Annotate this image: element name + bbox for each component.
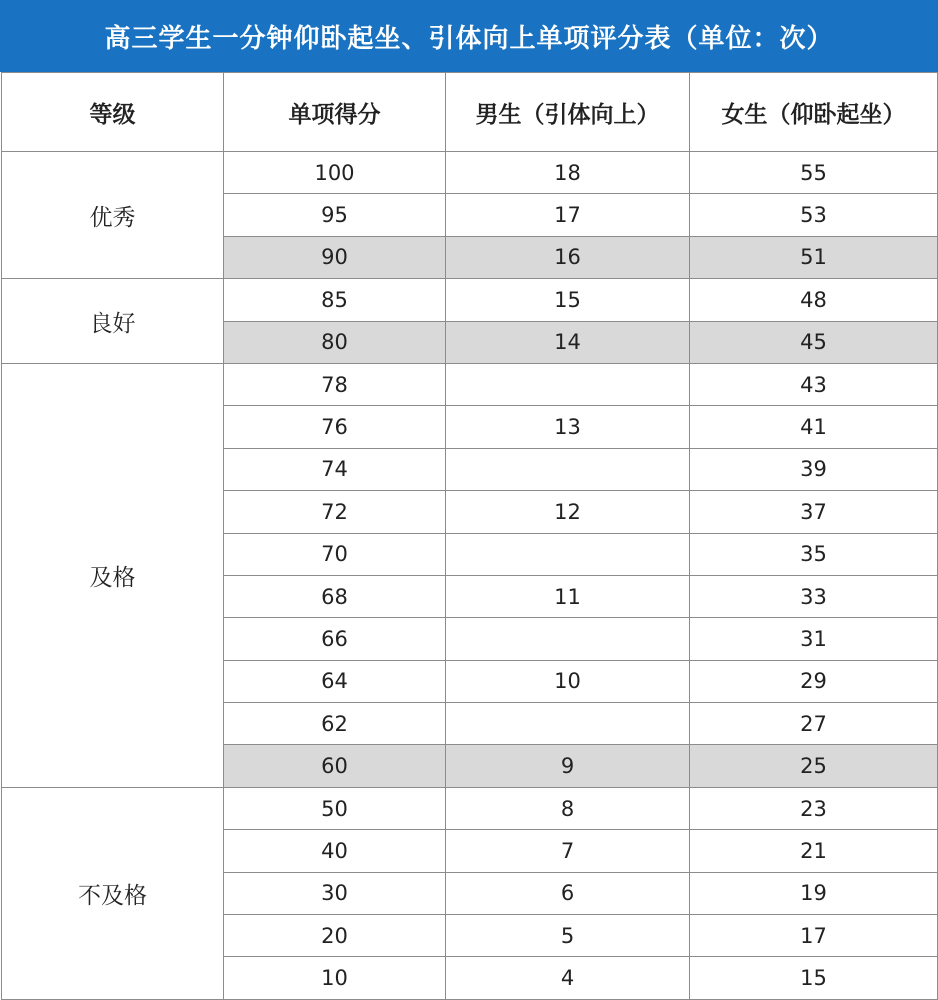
female-cell: 21 bbox=[690, 830, 938, 872]
table-row bbox=[2, 787, 938, 829]
score-cell: 40 bbox=[224, 830, 446, 872]
female-cell: 37 bbox=[690, 491, 938, 533]
male-cell bbox=[446, 533, 690, 575]
female-cell: 35 bbox=[690, 533, 938, 575]
male-cell: 10 bbox=[446, 660, 690, 702]
male-cell: 5 bbox=[446, 915, 690, 957]
score-cell: 60 bbox=[224, 745, 446, 787]
score-cell: 76 bbox=[224, 406, 446, 448]
male-cell: 18 bbox=[446, 152, 690, 194]
male-cell: 6 bbox=[446, 872, 690, 914]
female-cell: 33 bbox=[690, 575, 938, 617]
score-cell: 68 bbox=[224, 575, 446, 617]
score-cell: 62 bbox=[224, 703, 446, 745]
header-score: 单项得分 bbox=[224, 73, 446, 152]
female-cell: 27 bbox=[690, 703, 938, 745]
female-cell: 15 bbox=[690, 957, 938, 999]
female-cell: 29 bbox=[690, 660, 938, 702]
female-cell: 55 bbox=[690, 152, 938, 194]
header-male: 男生（引体向上） bbox=[446, 73, 690, 152]
male-cell: 13 bbox=[446, 406, 690, 448]
score-cell: 66 bbox=[224, 618, 446, 660]
score-cell: 85 bbox=[224, 279, 446, 321]
male-cell: 4 bbox=[446, 957, 690, 999]
score-cell: 72 bbox=[224, 491, 446, 533]
header-row bbox=[2, 73, 938, 152]
male-cell: 11 bbox=[446, 575, 690, 617]
score-cell: 50 bbox=[224, 787, 446, 829]
female-cell: 17 bbox=[690, 915, 938, 957]
score-table bbox=[1, 72, 938, 1000]
male-cell bbox=[446, 703, 690, 745]
score-cell: 74 bbox=[224, 448, 446, 490]
score-cell: 10 bbox=[224, 957, 446, 999]
score-cell: 80 bbox=[224, 321, 446, 363]
header-female: 女生（仰卧起坐） bbox=[690, 73, 938, 152]
female-cell: 53 bbox=[690, 194, 938, 236]
male-cell: 15 bbox=[446, 279, 690, 321]
score-cell: 90 bbox=[224, 236, 446, 278]
score-cell: 20 bbox=[224, 915, 446, 957]
header-grade: 等级 bbox=[2, 73, 224, 152]
score-cell: 95 bbox=[224, 194, 446, 236]
score-cell: 64 bbox=[224, 660, 446, 702]
male-cell bbox=[446, 618, 690, 660]
male-cell: 8 bbox=[446, 787, 690, 829]
male-cell bbox=[446, 448, 690, 490]
grade-cell-good: 良好 bbox=[2, 279, 224, 364]
female-cell: 45 bbox=[690, 321, 938, 363]
male-cell: 16 bbox=[446, 236, 690, 278]
table-row bbox=[2, 152, 938, 194]
female-cell: 23 bbox=[690, 787, 938, 829]
female-cell: 48 bbox=[690, 279, 938, 321]
table-row bbox=[2, 363, 938, 405]
score-cell: 30 bbox=[224, 872, 446, 914]
table-row bbox=[2, 279, 938, 321]
female-cell: 39 bbox=[690, 448, 938, 490]
male-cell: 17 bbox=[446, 194, 690, 236]
grade-cell-pass: 及格 bbox=[2, 363, 224, 787]
female-cell: 25 bbox=[690, 745, 938, 787]
score-cell: 70 bbox=[224, 533, 446, 575]
female-cell: 41 bbox=[690, 406, 938, 448]
male-cell bbox=[446, 363, 690, 405]
score-cell: 78 bbox=[224, 363, 446, 405]
female-cell: 51 bbox=[690, 236, 938, 278]
table-title: 高三学生一分钟仰卧起坐、引体向上单项评分表（单位：次） bbox=[0, 0, 938, 72]
grade-cell-excellent: 优秀 bbox=[2, 152, 224, 279]
female-cell: 19 bbox=[690, 872, 938, 914]
female-cell: 31 bbox=[690, 618, 938, 660]
female-cell: 43 bbox=[690, 363, 938, 405]
male-cell: 9 bbox=[446, 745, 690, 787]
male-cell: 12 bbox=[446, 491, 690, 533]
score-cell: 100 bbox=[224, 152, 446, 194]
male-cell: 7 bbox=[446, 830, 690, 872]
grade-cell-fail: 不及格 bbox=[2, 787, 224, 999]
male-cell: 14 bbox=[446, 321, 690, 363]
